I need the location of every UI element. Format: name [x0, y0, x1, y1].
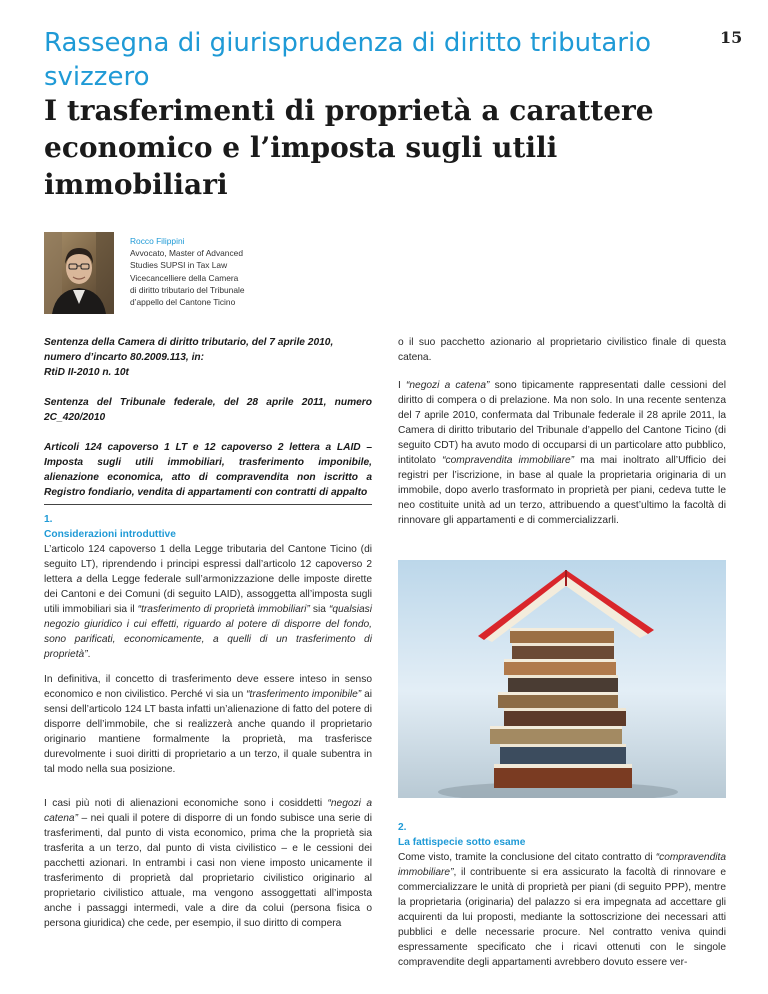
author-line: di diritto tributario del Tribunale	[130, 284, 245, 295]
left-column	[44, 335, 372, 380]
ref-federal-ruling-block	[44, 395, 372, 425]
ref-cantonal-ruling-source: RtiD II-2010 n. 10t	[44, 367, 129, 378]
section-1-heading	[44, 512, 372, 542]
ref-articles-block	[44, 440, 372, 500]
section-1-paragraph-3: I casi più noti di alienazioni economiche sono i cosiddetti “negozi a catena” – nei quali il potere di disporre di un fondo subisce una serie di trasferimenti, dal punto di vista economico, prima che la proprietà sia trasferita a un terzo, dal punto di vista civilistico – e le cessioni dei pacchetti azionari. In entrambi i casi non viene imposto unicamente il trasferimento di proprietà dal proprietario civilistico originario al proprietario civilistico attuale, ma vengono assoggettati all’imposta anche i passaggi intermedi, vale a dire da colui (persona fisica o persona giuridica) che cede, per esempio, il suo diritto di compera	[44, 798, 372, 929]
section-1-paragraph-1: L’articolo 124 capoverso 1 della Legge tributaria del Cantone Ticino (di seguito LT), riprendendo i principi espressi dall’articolo 12 capoverso 2 lettera a della Legge federale sull’armonizzazione delle imposte dirette dei Cantoni e dei Comuni (di seguito LAID), assoggetta all’imposta sugli utili immobiliari sia il “trasferimento di proprietà immobiliari” sia “qualsiasi negozio giuridico i cui effetti, riguardo al potere di disporre del fondo, sono parificati, economicamente, a quelli di un trasferimento di proprietà”.	[44, 544, 372, 660]
author-name: Rocco Filippini	[130, 236, 185, 246]
section-1-number: 1.	[44, 514, 53, 525]
page-number: 15	[720, 28, 743, 47]
ref-articles: Articoli 124 capoverso 1 LT e 12 capoverso 2 lettera a LAID – Imposta sugli utili immobiliari, trasferimento imponibile, alienazione economica, atto di compravendita non iscritto a Registro fondiario, vendita di appartamenti con contratti di appalto	[44, 442, 372, 498]
section-2-title: La fattispecie sotto esame	[398, 837, 526, 848]
author-info	[130, 235, 290, 308]
section-1-p2-block	[44, 672, 372, 777]
author-line: Vicecancelliere della Camera	[130, 272, 239, 283]
author-line: Studies SUPSI in Tax Law	[130, 260, 228, 271]
right-p4-block	[398, 378, 726, 528]
right-column	[398, 335, 726, 365]
section-2-paragraph-1: Come visto, tramite la conclusione del citato contratto di “compravendita immobiliare”, il contribuente si era assicurato la facoltà di rinnovare e commercializzare le unità di proprietà per piani (di seguito PPP), mentre la proprietaria (originaria) del palazzo si era impegnata ad accettare gli acquirenti da lui proposti, mediante la sottoscrizione dei necessari atti pubblici e delle necessarie procure. Nel contratto veniva quindi espressamente specificato che i ricavi ottenuti con le singole compravendite degli appartamenti avrebbero dovuto essere ver-	[398, 852, 726, 968]
section-1	[44, 512, 372, 662]
section-1-p3-block	[44, 796, 372, 931]
author-photo	[44, 232, 114, 314]
section-2-heading	[398, 820, 726, 850]
series-title: Rassegna di giurisprudenza di diritto tributario svizzero	[44, 28, 652, 92]
paragraph-continuation: o il suo pacchetto azionario al proprietario civilistico finale di questa catena.	[398, 337, 726, 363]
paragraph-negozi-a-catena: I “negozi a catena” sono tipicamente rappresentati dalle cessioni del diritto di compera o di prelazione. Ma non solo. In una recente sentenza del 7 aprile 2010, confermata dal Tribunale federale il 28 aprile 2011, la Camera di diritto tributario del Tribunale d’appello del Cantone Ticino (di seguito CDT) ha avuto modo di occuparsi di un particolare atto pubblico, intitolato “compravendita immobiliare” ma mai inoltrato all’Ufficio dei registri per l’iscrizione, in base al quale la proprietaria originaria di un immobile, dopo averlo trasformato in proprietà per piani, cedeva tutte le neo costituite unità ad un terzo, attribuendo a quest’ultimo la facoltà di rinnovare gli appartamenti e di commercializzarli.	[398, 380, 726, 526]
section-1-paragraph-2: In definitiva, il concetto di trasferimento deve essere inteso in senso economico e non civilistico. Perché vi sia un “trasferimento imponibile” ai sensi dell’articolo 124 LT basta infatti un’alienazione di fatto del potere di disporre dell’immobile, che si realizzerà anche quando il proprietario originario mantiene formalmente la proprietà, ma trasferisce durevolmente i suoi diritti di proprietario a un terzo, il quale subentra in tal modo nella sua posizione.	[44, 674, 373, 775]
author-line: d’appello del Cantone Ticino	[130, 297, 236, 308]
section-divider	[44, 504, 372, 505]
article-title: I trasferimenti di proprietà a carattere economico e l’imposta sugli utili immobiliari	[44, 94, 654, 201]
author-line: Avvocato, Master of Advanced	[130, 248, 243, 259]
book-house-illustration	[398, 560, 726, 798]
section-2	[398, 820, 726, 970]
ref-cantonal-ruling: Sentenza della Camera di diritto tributario, del 7 aprile 2010, numero d’incarto 80.2009.113, in:	[44, 337, 334, 363]
section-2-number: 2.	[398, 822, 407, 833]
section-1-title: Considerazioni introduttive	[44, 529, 176, 540]
ref-federal-ruling: Sentenza del Tribunale federale, del 28 aprile 2011, numero 2C_420/2010	[44, 397, 372, 423]
